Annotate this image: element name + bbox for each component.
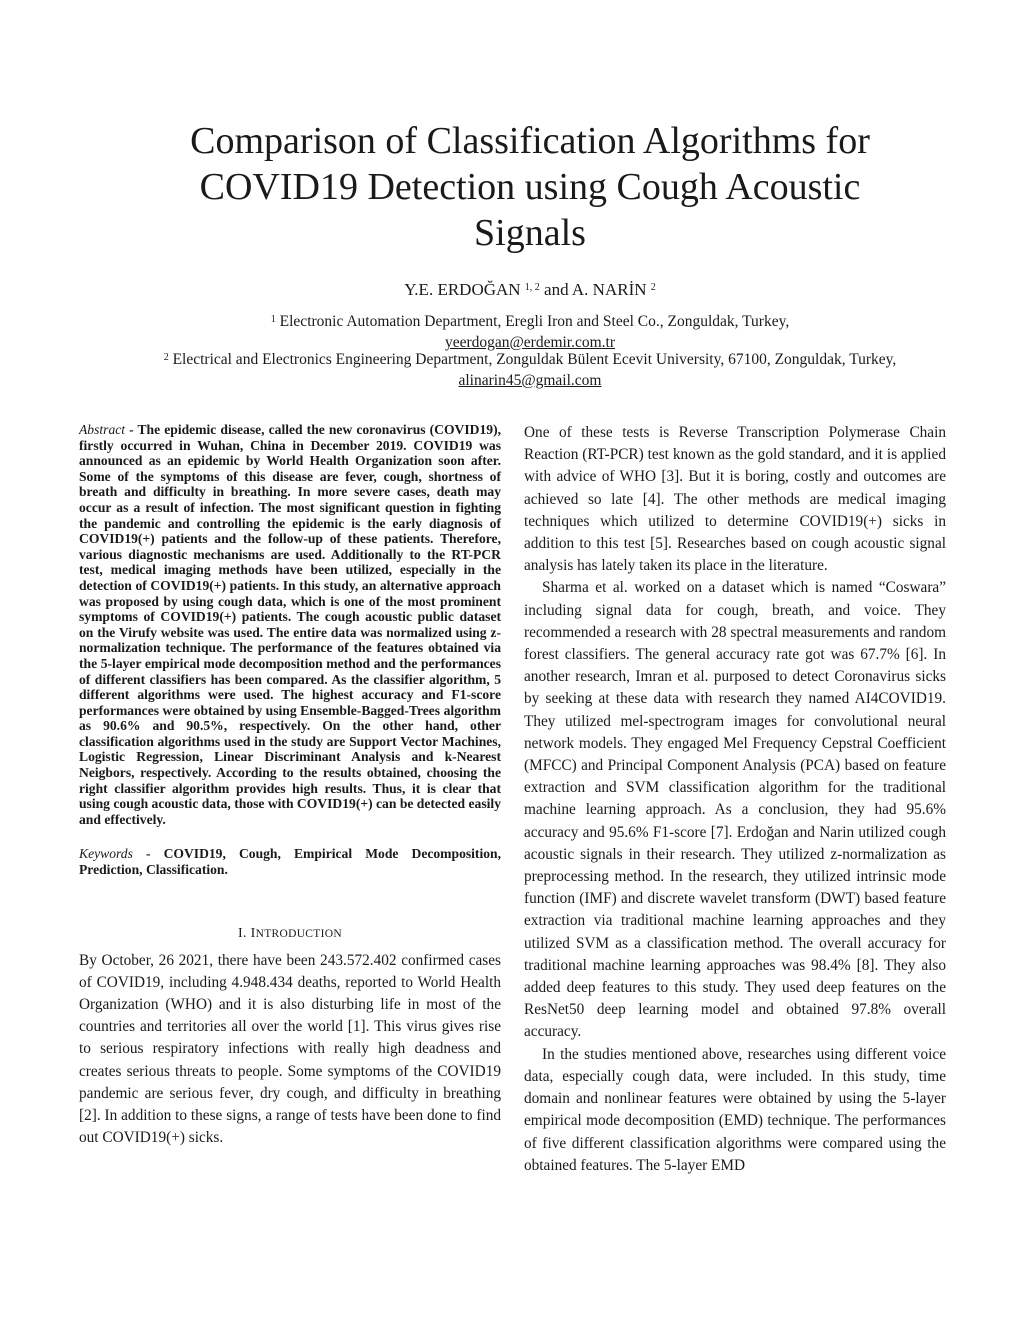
section-number: I.	[238, 925, 247, 941]
affiliation-number: 2	[163, 352, 169, 363]
affiliation-text: Electronic Automation Department, Eregli Iron and Steel Co., Zonguldak, Turkey,	[279, 313, 790, 330]
intro-paragraph: By October, 26 2021, there have been 243.572.402 confirmed cases of COVID19, including 4.948.434 deaths, reported to World Health Organization (WHO) and it is also disturbing life in most of the countries and territories all over the world [1]. This virus gives rise to serious respiratory infections with really high deadness and creates serious threats to people. Some symptoms of the COVID19 pandemic are serious fever, dry cough, and difficulty in breathing [2]. In addition to these signs, a range of tests have been done to find out COVID19(+) sicks.	[79, 951, 501, 1147]
section-heading	[79, 926, 501, 942]
author-list	[120, 279, 940, 301]
body-paragraph: In the studies mentioned above, researches using different voice data, especially cough data, were included. In this study, time domain and nonlinear features were obtained by using the 5-layer empirical mode decomposition (EMD) technique. The performances of five different classification algorithms were compared using the obtained features. The 5-layer EMD	[524, 1045, 946, 1174]
author-name: Y.E. ERDOĞAN	[404, 280, 521, 299]
title-line: Comparison of Classification Algorithms for	[190, 120, 870, 162]
section-title-rest: NTRODUCTION	[255, 927, 342, 940]
body-paragraph: One of these tests is Reverse Transcription Polymerase Chain Reaction (RT-PCR) test known as the gold standard, and it is applied with advice of WHO [3]. But it is boring, costly and outcomes are achieved so late [4]. The other methods are medical imaging techniques which utilized to determine COVID19(+) sicks in addition to this test [5]. Researches based on cough acoustic signal analysis has lately taken its place in the literature.	[524, 424, 946, 575]
paper-title	[150, 118, 910, 256]
email-link[interactable]: alinarin45@gmail.com	[458, 372, 602, 389]
abstract-label: Abstract	[79, 422, 126, 437]
left-column	[79, 422, 501, 1149]
affiliation	[100, 311, 960, 353]
keywords-text: - COVID19, Cough, Empirical Mode Decomposition, Prediction, Classification.	[79, 846, 501, 878]
author-conjunction: and	[544, 280, 569, 299]
email-link[interactable]: yeerdogan@erdemir.com.tr	[444, 334, 616, 351]
body-paragraph: Sharma et al. worked on a dataset which is named “Coswara” including signal data for cough, breath, and voice. They recommended a research with 28 spectral measurements and random forest classifiers. The general accuracy rate got was 67.7% [6]. In another research, Imran et al. purposed to detect Coronavirus sicks by seeking at these data with research they named AI4COVID19. They utilized mel-spectrogram images for convolutional neural network models. They engaged Mel Frequency Cepstral Coefficient (MFCC) and Principal Component Analysis (PCA) based on feature extraction and SVM classification algorithm for the traditional machine learning approach. As a conclusion, they had 95.6% accuracy and 95.6% F1-score [7]. Erdoğan and Narin utilized cough acoustic signals in their research. They utilized z-normalization as preprocessing method. In the research, they utilized intrinsic mode function (IMF) and discrete wavelet transform (DWT) based feature extraction via traditional machine learning approaches and they utilized SVM as a classification method. The overall accuracy for traditional machine learning approaches was 98.4% [8]. They also added deep features to this study. They used deep features on the ResNet50 deep learning model and obtained 97.8% overall accuracy.	[524, 579, 946, 1041]
author-affiliation-marker: 2	[650, 282, 656, 293]
abstract	[79, 422, 501, 827]
keywords-label: Keywords	[79, 846, 133, 862]
author-affiliation-marker: 1, 2	[524, 282, 540, 293]
affiliation	[100, 349, 960, 391]
title-line: COVID19 Detection using Cough Acoustic	[199, 166, 861, 208]
keywords	[79, 846, 501, 877]
affiliation-number: 1	[270, 314, 276, 325]
author-name: A. NARİN	[571, 280, 647, 299]
affiliation-text: Electrical and Electronics Engineering Department, Zonguldak Bülent Ecevit University, 67100, Zonguldak, Turkey,	[172, 351, 897, 368]
title-line: Signals	[474, 212, 586, 254]
abstract-text: - The epidemic disease, called the new coronavirus (COVID19), firstly occurred in Wuhan, China in December 2019. COVID19 was announced as an epidemic by World Health Organization soon after. Some of the symptoms of this disease are fever, cough, shortness of breath and difficulty in breathing. In more severe cases, death may occur as a result of infection. The most significant question in fighting the pandemic and controlling the epidemic is the early diagnosis of COVID19(+) patients and the follow-up of these patients. Therefore, various diagnostic mechanisms are used. Additionally to the RT-PCR test, medical imaging methods have been utilized, especially in the detection of COVID19(+) patients. In this study, an alternative approach was proposed by using cough data, which is one of the most prominent symptoms of COVID19(+) patients. The cough acoustic public dataset on the Virufy website was used. The entire data was normalized using z-normalization technique. The performance of the features obtained via the 5-layer empirical mode decomposition method and the performances of different classifiers has been compared. As the classifier algorithm, 5 different algorithms were used. The highest accuracy and F1-score performances were obtained by using Ensemble-Bagged-Trees algorithm as 90.6% and 90.5%, respectively. On the other hand, other classification algorithms used in the study are Support Vector Machines, Logistic Regression, Linear Discriminant Analysis and k-Nearest Neigbors, respectively. According to the results obtained, choosing the right classifier algorithm provides high results. Thus, it is clear that using cough acoustic data, those with COVID19(+) can be detected easily and effectively.	[79, 422, 501, 827]
section-title-initial: I	[250, 925, 256, 941]
right-column	[524, 422, 946, 1177]
